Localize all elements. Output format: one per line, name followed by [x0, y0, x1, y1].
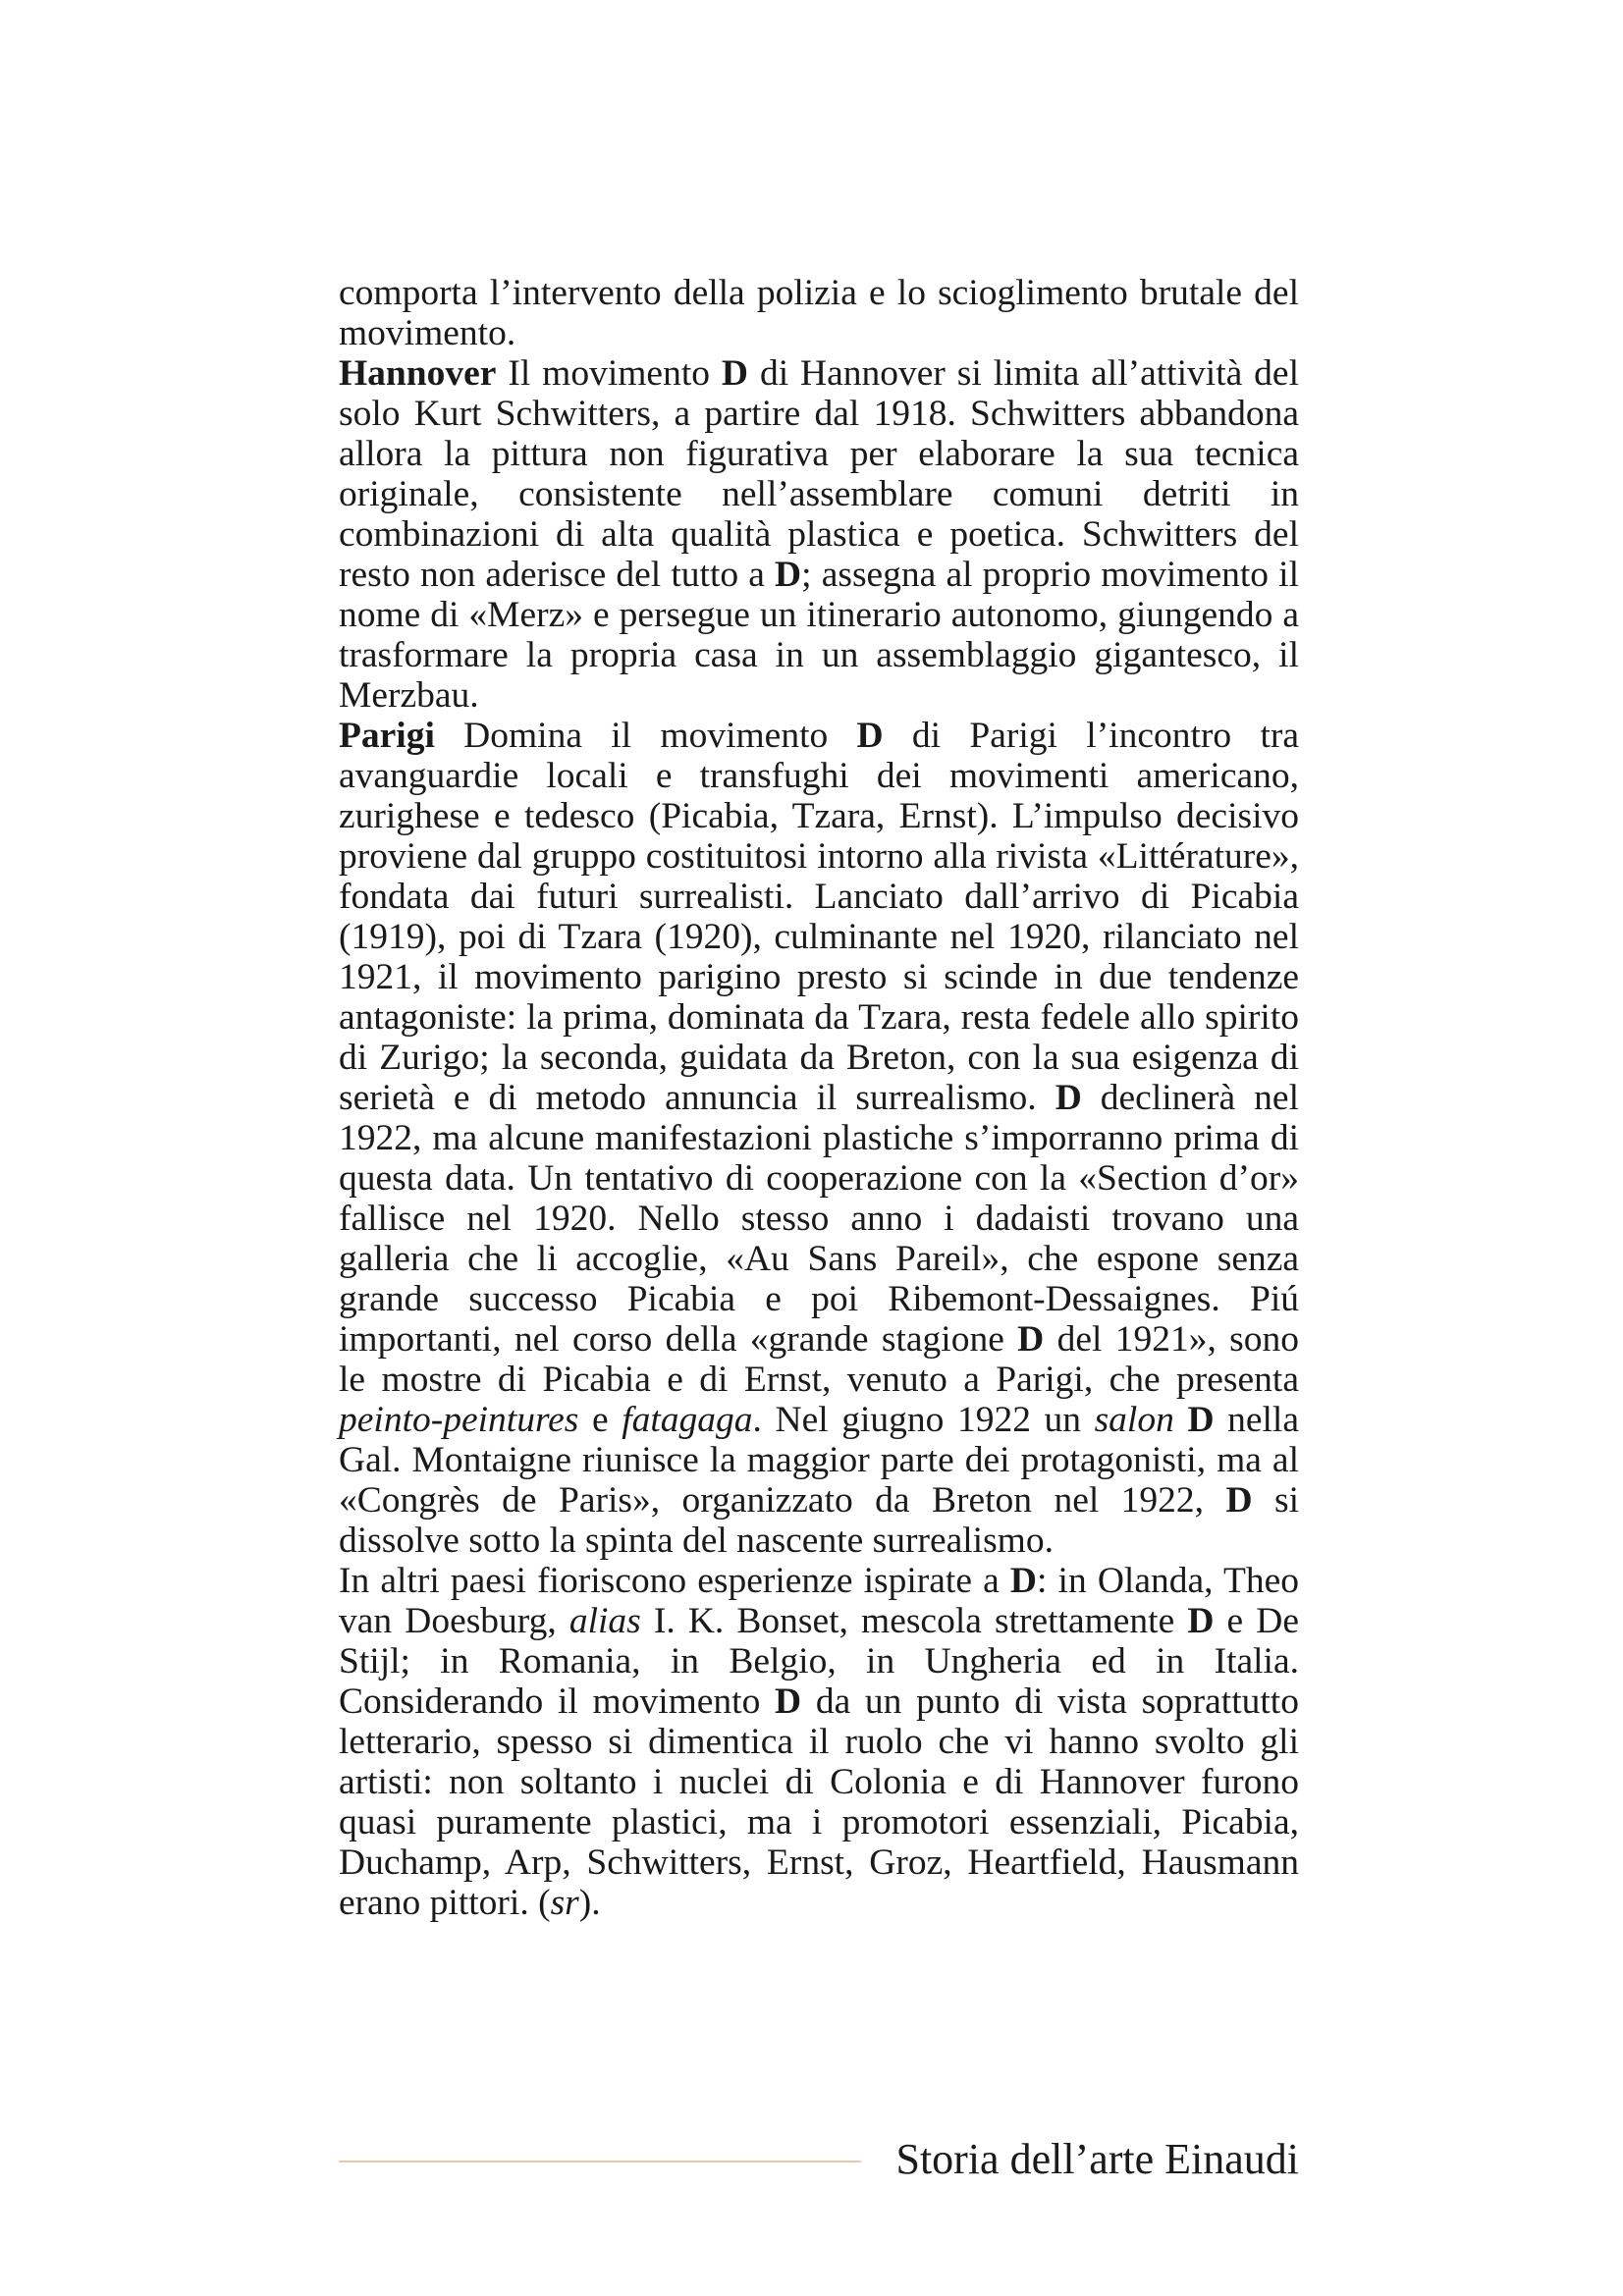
text-run: del 1921», sono le mostre di Picabia e di Ernst, venuto a Parigi, che presenta — [339, 1319, 1299, 1400]
dada-abbrev: D — [775, 555, 802, 595]
text-run: : in Olanda, Theo van Doesburg, — [339, 1561, 1299, 1641]
paragraph-intro — [339, 273, 1299, 353]
text-run: Il movimento — [496, 353, 722, 394]
author-initials: sr — [550, 1883, 579, 1923]
text-run: e De Stijl; in Romania, in Belgio, in Ungheria ed in Italia. Considerando il movimento — [339, 1601, 1299, 1722]
paragraph-parigi — [339, 716, 1299, 1561]
italic-term: fatagaga — [622, 1400, 753, 1440]
text-run: I. K. Bonset, mescola strettamente — [640, 1601, 1188, 1641]
dada-abbrev: D — [1017, 1319, 1045, 1360]
text-run: si dissolve sotto la spinta del nascente surrealismo. — [339, 1480, 1299, 1561]
text-run: da un punto di vista soprattutto letterario, spesso si dimentica il ruolo che vi hanno svolto gli artisti: non soltanto i nuclei di Colonia e di Hannover furono quasi puramente plastici, ma i promotori essenziali, Picabia, Duchamp, Arp, Schwitters, Ernst, Groz, Heartfield, Hausmann erano pittori. ( — [339, 1682, 1299, 1923]
dada-abbrev: D — [1055, 1078, 1082, 1118]
dada-abbrev: D — [1009, 1561, 1037, 1601]
italic-term: alias — [568, 1601, 641, 1641]
dada-abbrev: D — [721, 353, 749, 394]
paragraph-altri-paesi — [339, 1561, 1299, 1923]
section-heading-hannover: Hannover — [339, 353, 497, 394]
text-run: In altri paesi fioriscono esperienze ispirate a — [339, 1561, 1010, 1601]
dada-abbrev: D — [1187, 1400, 1215, 1440]
italic-term: salon — [1094, 1400, 1174, 1440]
italic-term: peinto-peintures — [339, 1400, 579, 1440]
dada-abbrev: D — [1225, 1480, 1253, 1521]
text-run: ; assegna al proprio movimento il nome di «Merz» e persegue un itinerario autonomo, giungendo a trasformare la propria casa in un assemblaggio gigantesco, il Merzbau. — [339, 555, 1300, 716]
footer-publication-title: Storia dell’arte Einaudi — [895, 2135, 1299, 2183]
text-run: . Nel giugno 1922 un — [752, 1400, 1095, 1440]
text-run: Domina il movimento — [434, 716, 857, 756]
dada-abbrev: D — [1187, 1601, 1215, 1641]
text-run — [1174, 1400, 1188, 1440]
paragraph-intro-text: comporta l’intervento della polizia e lo scioglimento brutale del movimento. — [339, 273, 1299, 353]
dada-abbrev: D — [775, 1682, 802, 1722]
paragraph-hannover — [339, 353, 1299, 716]
text-run: di Hannover si limita all’attività del solo Kurt Schwitters, a partire dal 1918. Schwitters abbandona allora la pittura non figurativa per elaborare la sua tecnica originale, consistente nell’assemblare comuni detriti in combinazioni di alta qualità plastica e poetica. Schwitters del resto non aderisce del tutto a — [339, 353, 1299, 595]
text-run: e — [578, 1400, 622, 1440]
article-body — [339, 273, 1299, 1923]
text-run: di Parigi l’incontro tra avanguardie locali e transfughi dei movimenti americano, zurighese e tedesco (Picabia, Tzara, Ernst). L’impulso decisivo proviene dal gruppo costituitosi intorno alla rivista «Littérature», fondata dai futuri surrealisti. Lanciato dall’arrivo di Picabia (1919), poi di Tzara (1920), culminante nel 1920, rilanciato nel 1921, il movimento parigino presto si scinde in due tendenze antagoniste: la prima, dominata da Tzara, resta fedele allo spirito di Zurigo; la seconda, guidata da Breton, con la sua esigenza di serietà e di metodo annuncia il surrealismo. — [339, 716, 1299, 1118]
text-run: declinerà nel 1922, ma alcune manifestazioni plastiche s’imporranno prima di questa data. Un tentativo di cooperazione con la «Section d’or» fallisce nel 1920. Nello stesso anno i dadaisti trovano una galleria che li accoglie, «Au Sans Pareil», che espone senza grande successo Picabia e poi Ribemont-Dessaignes. Piú importanti, nel corso della «grande stagione — [339, 1078, 1300, 1360]
text-run: ). — [578, 1883, 601, 1923]
dada-abbrev: D — [856, 716, 884, 756]
text-run: nella Gal. Montaigne riunisce la maggior parte dei protagonisti, ma al «Congrès de Paris», organizzato da Breton nel 1922, — [339, 1400, 1299, 1521]
section-heading-parigi: Parigi — [339, 716, 435, 756]
footer-divider — [339, 2161, 861, 2163]
